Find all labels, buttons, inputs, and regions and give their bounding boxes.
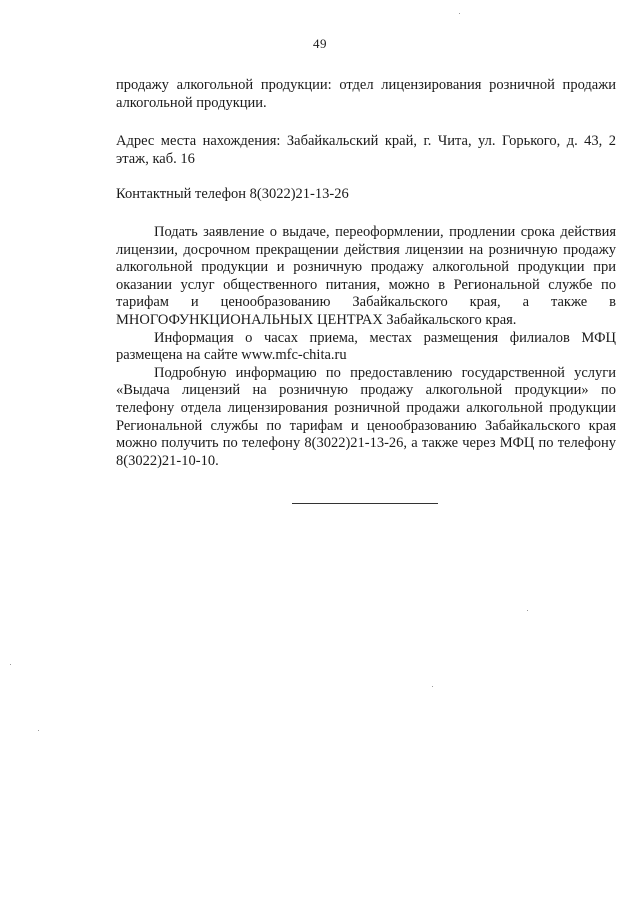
application-paragraph: Подать заявление о выдаче, переоформлении, продлении срока действия лицензии, досрочном прекращении действия лицензии на розничную продажу алкогольной продукции и розничную продажу алкогольной продукции при оказании услуг общественного питания, можно в Региональной службе по тарифам и ценообразованию Забайкальского края, а также в МНОГОФУНКЦИОНАЛЬНЫХ ЦЕНТРАХ Забайкальского края. xyxy=(116,223,616,328)
document-body xyxy=(116,77,616,470)
details-paragraph: Подробную информацию по предоставлению государственной услуги «Выдача лицензий на розничную продажу алкогольной продукции» по телефону отдела лицензирования розничной продажи алкогольной продукции Региональной службы по тарифам и ценообразованию Забайкальского края можно получить по телефону 8(3022)21-13-26, а также через МФЦ по телефону 8(3022)21-10-10. xyxy=(116,364,616,469)
mfc-info-paragraph: Информация о часах приема, местах размещения филиалов МФЦ размещена на сайте www.mfc-chita.ru xyxy=(116,329,616,364)
contact-phone-paragraph: Контактный телефон 8(3022)21-13-26 xyxy=(116,186,349,203)
scan-speck xyxy=(432,686,433,687)
scan-speck xyxy=(527,610,528,611)
continuation-paragraph: продажу алкогольной продукции: отдел лицензирования розничной продажи алкогольной продукции. xyxy=(116,77,616,111)
address-paragraph: Адрес места нахождения: Забайкальский край, г. Чита, ул. Горького, д. 43, 2 этаж, каб. 16 xyxy=(116,133,616,167)
page-number: 49 xyxy=(313,36,327,51)
end-of-text-rule xyxy=(292,503,438,504)
scan-speck xyxy=(10,664,11,665)
scan-speck xyxy=(38,730,39,731)
scan-speck xyxy=(459,13,460,14)
